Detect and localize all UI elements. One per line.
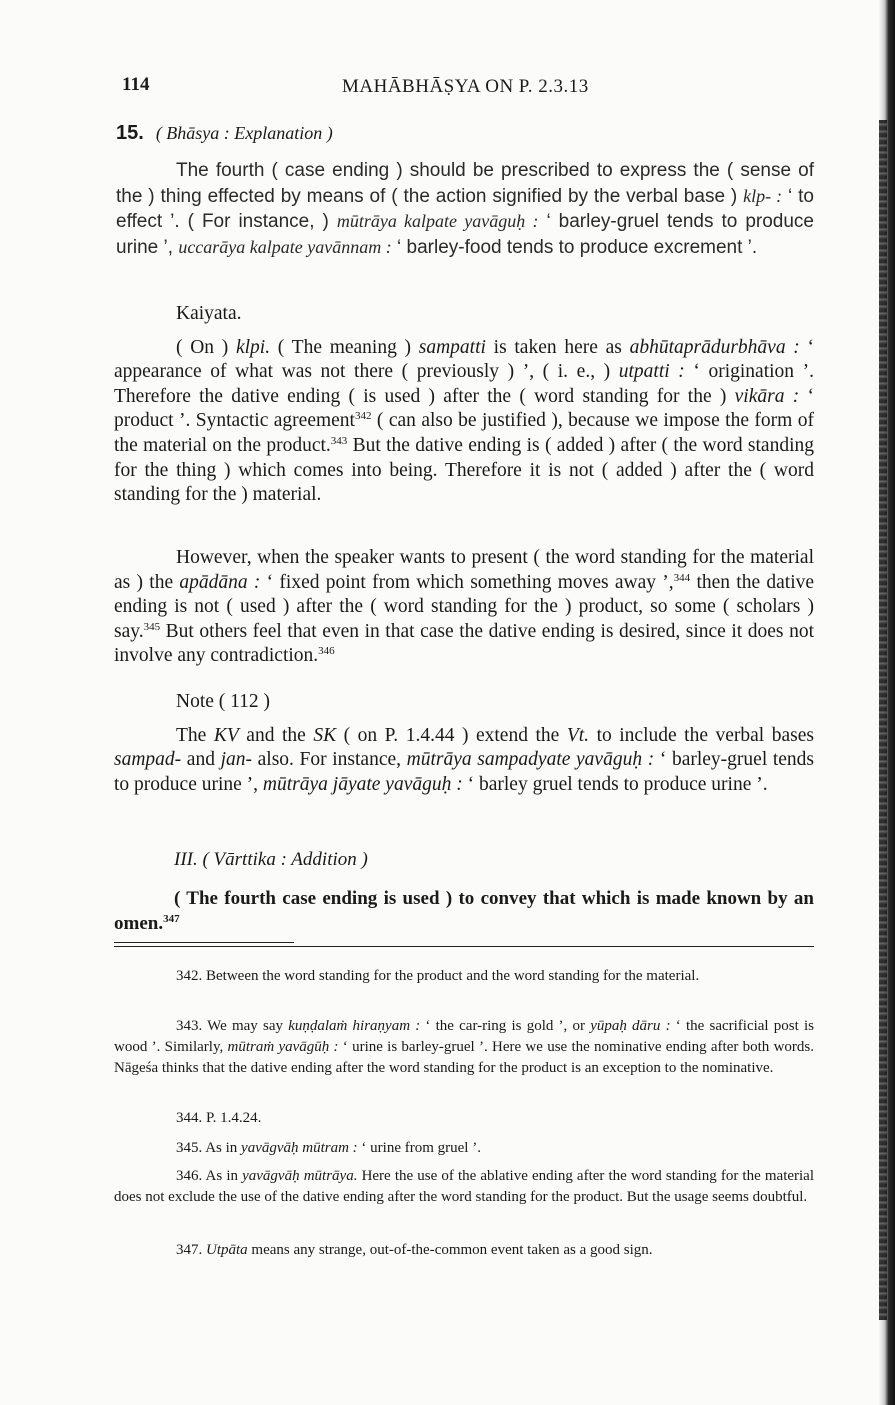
footnote-divider-short xyxy=(114,942,294,943)
section-number: 15. xyxy=(116,122,144,144)
text-run: The xyxy=(176,724,214,746)
text-run: ‘ the sacrificial post is wood ’. Similarly, xyxy=(114,1018,815,1055)
sanskrit-term: klpi. xyxy=(235,336,271,358)
running-head xyxy=(342,76,589,98)
text-run: But the dative ending is ( added ) after ( the word standing for the thing ) which comes into being. Therefore it is not ( added ) after the ( word standing for the ) material. xyxy=(114,434,814,506)
footnote-number: 345. xyxy=(176,1140,203,1156)
text-run: ‘ barley-gruel tends to produce urine ’, xyxy=(114,749,815,795)
bhasya-paragraph xyxy=(116,158,814,260)
text-run: and the xyxy=(238,724,314,746)
page-number: 114 xyxy=(122,74,150,95)
sanskrit-term: yavāgvāḥ mūtram : xyxy=(241,1140,358,1156)
note-section xyxy=(114,690,814,797)
running-head-ref: P. 2.3.13 xyxy=(518,76,589,97)
sanskrit-term: mūtrāya sampadyate yavāguḥ : xyxy=(406,749,655,771)
sanskrit-term: mūtraṁ yavāgūḥ : xyxy=(227,1039,339,1055)
running-head-prefix: MAHĀBHĀṢYA ON xyxy=(342,76,514,97)
text-run: ‘ fixed point from which something moves away ’, xyxy=(260,571,674,593)
note-heading: Note ( 112 ) xyxy=(176,691,271,712)
text-run: ( The fourth case ending is used ) to convey that which is made known by an omen. xyxy=(114,887,814,934)
varttika-section xyxy=(114,848,814,936)
sanskrit-term: utpatti : xyxy=(618,361,685,383)
footnote-347 xyxy=(114,1240,814,1261)
text-run: ‘ appearance of what was not there ( previously ) ’, ( i. e., ) xyxy=(114,336,814,383)
sanskrit-term: apādāna : xyxy=(179,571,261,593)
sanskrit-term: sampatti xyxy=(418,336,486,358)
text-run: However, when the speaker wants to present ( the word standing for the material as ) the xyxy=(114,547,814,593)
sanskrit-term: sampad- xyxy=(114,749,182,771)
footnote-ref[interactable]: 346 xyxy=(318,645,335,658)
text-run: also. For instance, xyxy=(252,749,407,771)
text-run: Here the use of the ablative ending after the word standing for the material does not exclude the use of the dative ending after the word standing for the product. But the usage seems doubtful. xyxy=(114,1168,815,1205)
footnote-number: 344. xyxy=(176,1110,203,1126)
footnote-number: 343. xyxy=(176,1018,203,1034)
abbreviation: KV xyxy=(213,724,239,746)
text-run: is taken here as xyxy=(485,336,630,358)
note-paragraph xyxy=(114,724,814,798)
text-run: ‘ product ’. Syntactic agreement xyxy=(114,385,814,432)
varttika-rule xyxy=(114,886,814,936)
text-run: As in xyxy=(205,1168,243,1184)
sanskrit-term: jan- xyxy=(220,749,252,771)
text-run: ( The meaning ) xyxy=(270,336,419,358)
text-run: to include the verbal bases xyxy=(589,724,814,746)
text-run: ‘ urine from gruel ’. xyxy=(357,1140,481,1156)
text-run: ‘ to effect ’. ( For instance, ) xyxy=(116,185,814,232)
abbreviation: SK xyxy=(313,724,337,746)
text-run: The fourth ( case ending ) should be prescribed to express the ( sense of the ) thing effected by means of ( the action signified by the verbal base ) xyxy=(116,160,814,207)
text-run: ‘ barley gruel tends to produce urine ’. xyxy=(462,773,768,795)
sanskrit-term: yūpaḥ dāru : xyxy=(590,1018,671,1034)
footnote-343 xyxy=(114,1016,814,1079)
however-paragraph xyxy=(114,546,814,669)
sanskrit-term: abhūtaprādurbhāva : xyxy=(629,336,800,358)
footnote-number: 342. xyxy=(176,968,203,984)
text-run: ( can also be justified ), because we impose the form of the material on the product. xyxy=(114,410,814,456)
text-run: But others feel that even in that case the dative ending is desired, since it does not involve any contradiction. xyxy=(114,620,814,667)
scan-edge-texture xyxy=(879,120,887,1320)
text-run: and xyxy=(181,749,221,771)
footnote-342 xyxy=(114,966,814,987)
footnote-number: 346. xyxy=(176,1168,203,1184)
kaiyata-paragraph xyxy=(114,336,814,508)
kaiyata-section xyxy=(114,302,814,508)
sanskrit-term: Utpāta xyxy=(206,1242,248,1258)
footnote-344 xyxy=(114,1108,814,1129)
footnote-text: P. 1.4.24. xyxy=(206,1110,262,1126)
section-title: ( Bhāsya : Explanation ) xyxy=(155,123,333,143)
footnote-345 xyxy=(114,1138,814,1159)
text-run: ( On ) xyxy=(176,336,236,358)
text-run: ‘ the car-ring is gold ’, or xyxy=(420,1018,591,1034)
footnote-ref[interactable]: 344 xyxy=(673,571,691,584)
sanskrit-term: mūtrāya kalpate yavāguḥ : xyxy=(336,211,539,231)
footnote-ref[interactable]: 343 xyxy=(330,434,348,447)
footnote-divider xyxy=(114,946,814,947)
text-run: ‘ urine is barley-gruel ’. Here we use the nominative ending after both words. Nāgeśa thinks that the dative ending after the word standing for the product is an exception to the nominative. xyxy=(114,1039,814,1076)
sanskrit-term: uccarāya kalpate yavānnam : xyxy=(178,236,392,257)
footnote-ref[interactable]: 345 xyxy=(143,620,161,633)
footnote-text: Between the word standing for the product and the word standing for the material. xyxy=(206,968,700,984)
text-run: ‘ barley-gruel tends to produce urine ’, xyxy=(116,211,814,258)
kaiyata-heading: Kaiyata. xyxy=(176,303,242,324)
section-heading xyxy=(116,122,333,145)
text-run: ‘ origination ’. Therefore the dative ending ( is used ) after the ( word standing for the ) xyxy=(114,361,815,407)
text-run: We may say xyxy=(207,1018,289,1034)
varttika-heading: III. ( Vārttika : Addition ) xyxy=(174,849,368,870)
sanskrit-term: klp- : xyxy=(743,185,783,206)
text-run: ‘ barley-food tends to produce excrement ’. xyxy=(391,236,758,258)
sanskrit-term: yavāgvāḥ mūtrāya. xyxy=(242,1168,358,1184)
sanskrit-term: vikāra : xyxy=(734,385,800,407)
text-run: means any strange, out-of-the-common event taken as a good sign. xyxy=(247,1242,653,1258)
footnote-ref[interactable]: 342 xyxy=(354,410,372,423)
footnote-ref[interactable]: 347 xyxy=(163,912,180,925)
sanskrit-term: mūtrāya jāyate yavāguḥ : xyxy=(262,773,463,795)
text-run: ( on P. 1.4.44 ) extend the xyxy=(336,724,567,746)
sanskrit-term: kuṇḍalaṁ hiraṇyam : xyxy=(288,1018,421,1034)
text-run: As in xyxy=(205,1140,242,1156)
abbreviation: Vt. xyxy=(566,724,590,746)
footnote-346 xyxy=(114,1166,814,1208)
page-header xyxy=(122,74,822,104)
text-run: then the dative ending is not ( used ) after the ( word standing for the ) product, so some ( scholars ) say. xyxy=(114,571,815,642)
footnote-number: 347. xyxy=(176,1242,203,1258)
